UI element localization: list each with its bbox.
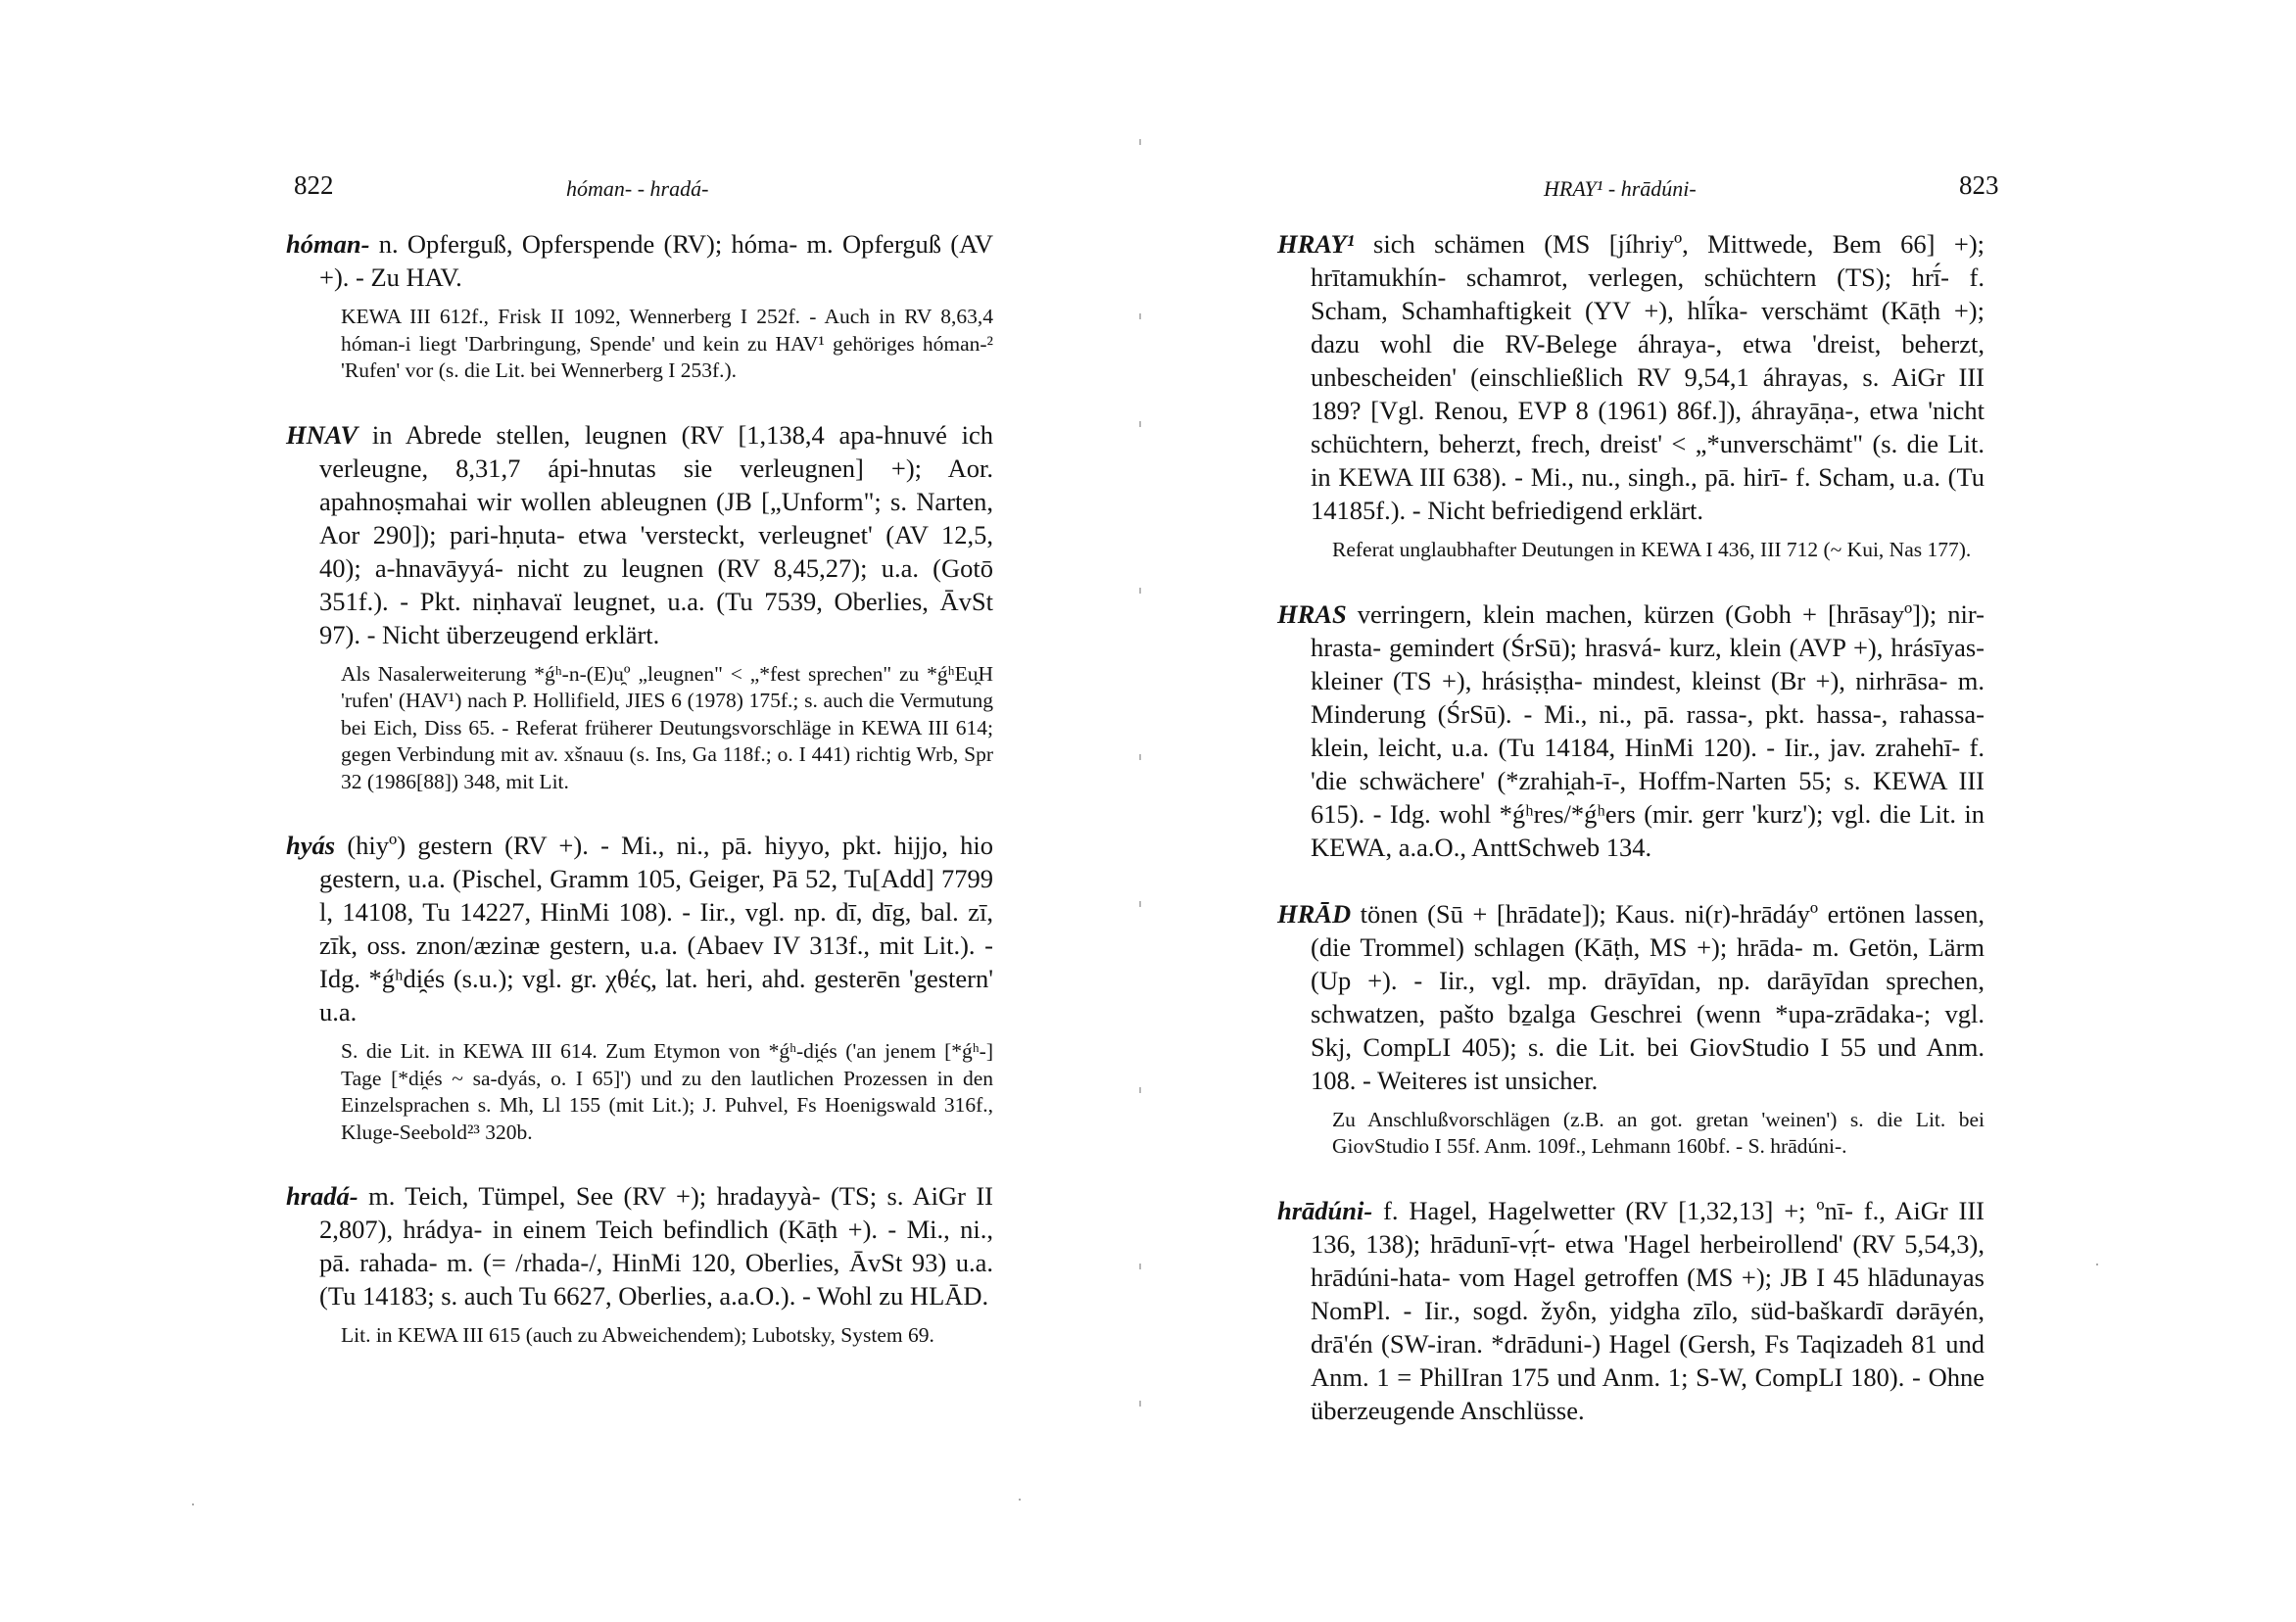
right-page — [1148, 0, 2296, 1622]
entry-note: KEWA III 612f., Frisk II 1092, Wennerberg I 252f. - Auch in RV 8,63,4 hóman-i liegt 'Darbringung, Spende' und kein zu HAV¹ gehöriges hóman-² 'Rufen' vor (s. die Lit. bei Wennerberg I 253f.). — [341, 305, 993, 382]
headword: HRĀD — [1277, 898, 1352, 929]
entry — [1277, 597, 1985, 864]
entries — [1277, 227, 1985, 1460]
page-number: 822 — [294, 170, 334, 200]
headword: hóman- — [286, 229, 370, 259]
entry-note: Zu Anschlußvorschlägen (z.B. an got. gretan 'weinen') s. die Lit. bei GiovStudio I 55f. Anm. 109f., Lehmann 160bf. - S. hrādúni-. — [1332, 1107, 1985, 1158]
entry-note: Referat unglaubhafter Deutungen in KEWA I 436, III 712 (~ Kui, Nas 177). — [1332, 538, 1972, 561]
entry-text: n. Opferguß, Opferspende (RV); hóma- m. Opferguß (AV +). - Zu HAV. — [319, 229, 993, 292]
entry-text: f. Hagel, Hagelwetter (RV [1,32,13] +; ºnī- f., AiGr III 136, 138); hrādunī-vṛ́t- etwa 'Hagel herbeirollend' (RV 5,54,3), hrādúni-hata- vom Hagel getroffen (MS +); JB I 45 hlādunayas NomPl. - Iir., sogd. žyδn, yidgha zīlo, süd-baškardī dərāyén, drā'én (SW-iran. *drāduni-) Hagel (Gersh, Fs Taqizadeh 81 und Anm. 1 = PhilIran 175 und Anm. 1; S-W, CompLI 180). - Ohne überzeugende Anschlüsse. — [1311, 1195, 1985, 1425]
page-number: 823 — [1959, 170, 1999, 200]
entry — [286, 227, 993, 385]
entries — [286, 227, 993, 1383]
entry-note: Als Nasalerweiterung *ǵʰ-n-(E)u̯º „leugnen" < „*fest sprechen" zu *ǵʰEu̯H 'rufen' (HAV¹) nach P. Hollifield, JIES 6 (1978) 175f.; s. auch die Vermutung bei Eich, Diss 65. - Referat früherer Deutungsvorschläge in KEWA III 614; gegen Verbindung mit av. xšnauu (s. Ins, Ga 118f.; o. I 441) richtig Wrb, Spr 32 (1986[88]) 348, mit Lit. — [341, 661, 993, 793]
entry — [286, 1179, 993, 1350]
gutter-marks — [1139, 127, 1141, 1499]
scan-speck — [1019, 1499, 1021, 1501]
entry — [1277, 1194, 1985, 1427]
running-head: HRAY¹ - hrādúni- — [1544, 176, 1697, 201]
headword: HRAY¹ — [1277, 229, 1355, 259]
entry-text: in Abrede stellen, leugnen (RV [1,138,4 apa-hnuvé ich verleugne, 8,31,7 ápi-hnutas sie verleugnen] +); Aor. apahnoṣmahai wir wollen ableugnen (JB [„Unform"; s. Narten, Aor 290]); pari-hṇuta- etwa 'versteckt, verleugnet' (AV 12,5, 40); a-hnavāyyá- nicht zu leugnen (RV 8,45,27); u.a. (Gotō 351f.). - Pkt. niṇhavaï leugnet, u.a. (Tu 7539, Oberlies, ĀvSt 97). - Nicht überzeugend erklärt. — [319, 419, 994, 649]
entry-note: S. die Lit. in KEWA III 614. Zum Etymon von *ǵʰ-di̯és ('an jenem [*ǵʰ-] Tage [*di̯és ~ sa-dyás, o. I 65]') und zu den lautlichen Prozessen in den Einzelsprachen s. Mh, Ll 155 (mit Lit.); J. Puhvel, Fs Hoenigswald 316f., Kluge-Seebold²³ 320b. — [341, 1039, 993, 1144]
headword: hyás — [286, 831, 336, 860]
entry-text: (hiyº) gestern (RV +). - Mi., ni., pā. hiyyo, pkt. hijjo, hio gestern, u.a. (Pischel, Gramm 105, Geiger, Pā 52, Tu[Add] 7799 l, 14108, Tu 14227, HinMi 108). - Iir., vgl. np. dī, dīg, bal. zī, zīk, oss. znon/æzinæ gestern, u.a. (Abaev IV 313f., mit Lit.). - Idg. *ǵʰdi̯és (s.u.); vgl. gr. χθές, lat. heri, ahd. gesterēn 'gestern' u.a. — [319, 831, 993, 1026]
headword: HNAV — [286, 419, 359, 450]
running-head: hóman- - hradá- — [566, 176, 709, 201]
scan-speck — [192, 1503, 194, 1505]
headword: hrādúni- — [1277, 1195, 1373, 1225]
entry — [286, 418, 993, 796]
entry — [1277, 227, 1985, 564]
entry — [1277, 897, 1985, 1161]
entry-text: tönen (Sū + [hrādate]); Kaus. ni(r)-hrādáyº ertönen lassen, (die Trommel) schlagen (Kāṭh, MS +); hrāda- m. Getön, Lärm (Up +). - Iir., vgl. mp. drāyīdan, np. darāyīdan sprechen, schwatzen, pašto bẕalga Geschrei (wenn *upa-zrādaka-; vgl. Skj, CompLI 405); s. die Lit. bei GiovStudio I 55 und Anm. 108. - Weiteres ist unsicher. — [1311, 898, 1985, 1095]
entry-text: verringern, klein machen, kürzen (Gobh + [hrāsayº]); nir-hrasta- gemindert (ŚrSū); hrasvá- kurz, klein (AVP +), hrásīyas- kleiner (TS +), hrásiṣṭha- mindest, kleinst (Br +), nirhrāsa- m. Minderung (ŚrSū). - Mi., ni., pā. rassa-, pkt. hassa-, rahassa- klein, leicht, u.a. (Tu 14184, HinMi 120). - Iir., jav. zrahehī- f. 'die schwächere' (*zrahi̯ah-ī-, Hoffm-Narten 55; s. KEWA III 615). - Idg. wohl *ǵʰres/*ǵʰers (mir. gerr 'kurz'); vgl. die Lit. in KEWA, a.a.O., AnttSchweb 134. — [1311, 598, 1985, 862]
entry-text: m. Teich, Tümpel, See (RV +); hradayyà- (TS; s. AiGr II 2,807), hrádya- in einem Teich befindlich (Kāṭh +). - Mi., ni., pā. rahada- m. (= /rhada-/, HinMi 120, Oberlies, ĀvSt 93) u.a. (Tu 14183; s. auch Tu 6627, Oberlies, a.a.O.). - Wohl zu HLĀD. — [319, 1181, 994, 1311]
entry — [286, 829, 993, 1146]
headword: HRAS — [1277, 598, 1347, 629]
headword: hradá- — [286, 1181, 359, 1211]
entry-note: Lit. in KEWA III 615 (auch zu Abweichendem); Lubotsky, System 69. — [341, 1323, 934, 1347]
entry-text: sich schämen (MS [jíhriyº, Mittwede, Bem 66] +); hrītamukhín- schamrot, verlegen, schüchtern (TS); hrī́- f. Scham, Schamhaftigkeit (YV +), hlī́ka- verschämt (Kāṭh +); dazu wohl die RV-Belege áhraya-, etwa 'dreist, beherzt, unbescheiden' (einschließlich RV 9,54,1 áhrayas, s. AiGr III 189? [Vgl. Renou, EVP 8 (1961) 86f.]), áhrayāṇa-, etwa 'nicht schüchtern, beherzt, frech, dreist' < „*unverschämt" (s. die Lit. in KEWA III 638). - Mi., nu., singh., pā. hirī- f. Scham, u.a. (Tu 14185f.). - Nicht befriedigend erklärt. — [1311, 229, 1985, 525]
